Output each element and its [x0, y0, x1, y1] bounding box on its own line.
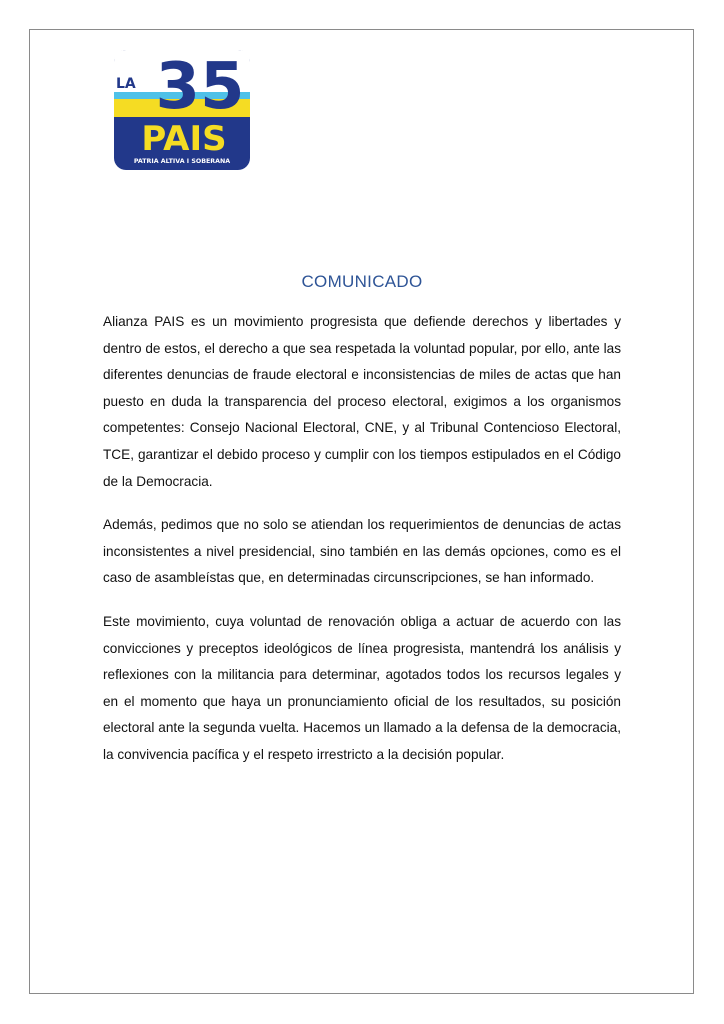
logo-number: 35	[155, 50, 245, 124]
party-logo	[112, 50, 252, 172]
logo-prefix: LA	[116, 76, 136, 92]
logo-name: PAIS	[141, 119, 227, 159]
paragraph-2: Además, pedimos que no solo se atiendan los requerimientos de denuncias de actas inconsistentes a nivel presidencial, sino también en las demás opciones, como es el caso de asambleístas que, en determinadas circunscripciones, se han informado.	[103, 517, 621, 586]
paragraph-1: Alianza PAIS es un movimiento progresista que defiende derechos y libertades y dentro de estos, el derecho a que sea respetada la voluntad popular, por ello, ante las diferentes denuncias de fraude electoral e inconsistencias de miles de actas que han puesto en duda la transparencia del proceso electoral, exigimos a los organismos competentes: Consejo Nacional Electoral, CNE, y al Tribunal Contencioso Electoral, TCE, garantizar el debido proceso y cumplir con los tiempos estipulados en el Código de la Democracia.	[103, 314, 621, 489]
logo-slogan: PATRIA ALTIVA I SOBERANA	[133, 158, 231, 165]
document-title: COMUNICADO	[301, 272, 423, 291]
document-body	[103, 309, 621, 786]
paragraph-3: Este movimiento, cuya voluntad de renovación obliga a actuar de acuerdo con las convicciones y preceptos ideológicos de línea progresista, mantendrá los análisis y reflexiones con la militancia para determinar, agotados todos los recursos legales y en el momento que haya un pronunciamiento oficial de los resultados, su posición electoral ante la segunda vuelta. Hacemos un llamado a la defensa de la democracia, la convivencia pacífica y el respeto irrestricto a la decisión popular.	[103, 613, 621, 762]
